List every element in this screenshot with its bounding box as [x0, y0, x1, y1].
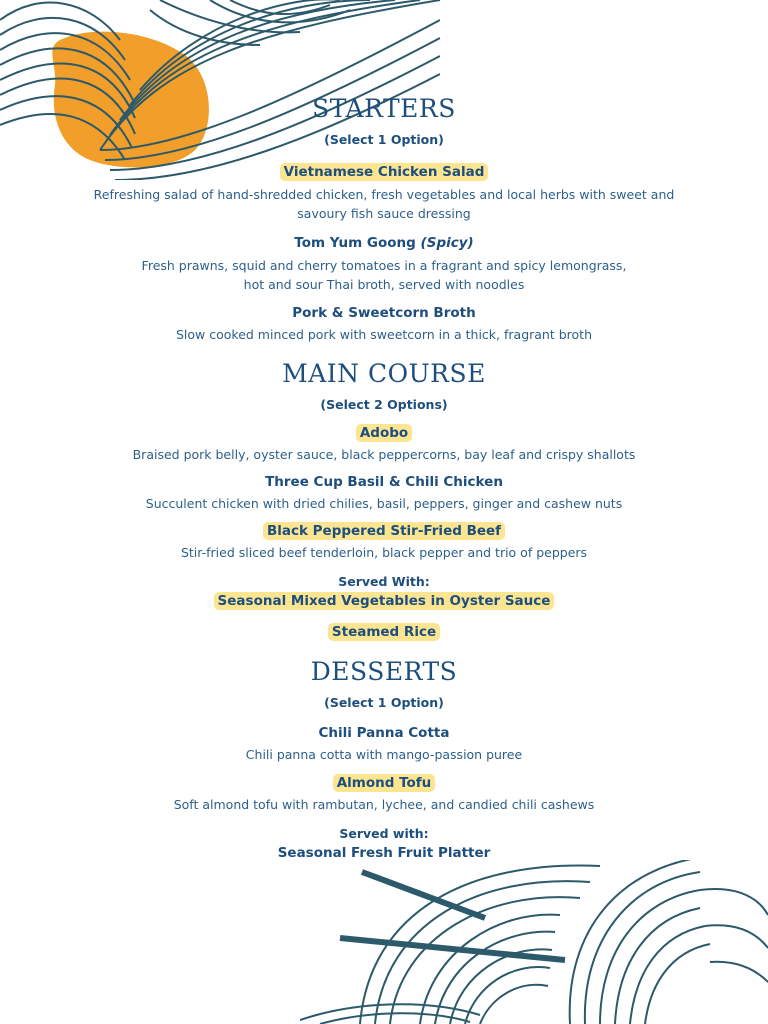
select-note-main: (Select 2 Options) — [320, 397, 448, 412]
dish-desc: Stir-fried sliced beef tenderloin, black pepper and trio of peppers — [180, 545, 588, 560]
dish-desc — [0, 185, 768, 223]
dish-name-label: Black Peppered Stir-Fried Beef — [263, 522, 505, 540]
dish-name — [0, 523, 768, 539]
dish-desc: Braised pork belly, oyster sauce, black peppercorns, bay leaf and crispy shallots — [132, 447, 636, 462]
dish-name-label: Adobo — [356, 424, 412, 442]
wave-decoration-bottom — [300, 860, 768, 1024]
side-dish-label: Seasonal Mixed Vegetables in Oyster Sauce — [214, 592, 555, 610]
side-dish-label: Steamed Rice — [328, 623, 440, 641]
dish-name-label: Pork & Sweetcorn Broth — [292, 305, 476, 321]
section-title-desserts: DESSERTS — [310, 657, 458, 686]
select-note-starters: (Select 1 Option) — [324, 132, 444, 147]
dish-desc: Succulent chicken with dried chilies, basil, peppers, ginger and cashew nuts — [145, 496, 623, 511]
select-note-desserts: (Select 1 Option) — [324, 695, 444, 710]
spicy-tag: (Spicy) — [420, 235, 474, 251]
served-with-label: Served With: — [338, 574, 430, 589]
dish-desc: Chili panna cotta with mango-passion puree — [245, 747, 523, 762]
section-title-main-course: MAIN COURSE — [282, 359, 486, 388]
dish-desc-line: Refreshing salad of hand-shredded chicken, fresh vegetables and local herbs with sweet and — [93, 187, 675, 202]
dish-name — [0, 164, 768, 180]
dish-desc: Soft almond tofu with rambutan, lychee, and candied chili cashews — [173, 797, 595, 812]
dish-name — [0, 474, 768, 490]
dish-name — [0, 305, 768, 321]
dish-name-label: Three Cup Basil & Chili Chicken — [265, 474, 503, 490]
side-dish-label: Seasonal Fresh Fruit Platter — [277, 845, 491, 861]
dish-desc-line: hot and sour Thai broth, served with noodles — [243, 277, 525, 292]
dish-desc-line: savoury fish sauce dressing — [297, 206, 471, 221]
dish-name — [0, 425, 768, 441]
dish-name-label: Vietnamese Chicken Salad — [280, 163, 489, 181]
dish-desc-line: Fresh prawns, squid and cherry tomatoes in a fragrant and spicy lemongrass, — [141, 258, 627, 273]
dish-name-label: Tom Yum Goong — [294, 235, 416, 251]
section-title-starters: STARTERS — [312, 94, 456, 123]
dish-desc: Slow cooked minced pork with sweetcorn in a thick, fragrant broth — [176, 327, 592, 342]
wave-decoration-top — [0, 0, 440, 180]
dish-name-label: Chili Panna Cotta — [318, 725, 450, 741]
side-dish — [0, 845, 768, 861]
dish-desc — [0, 256, 768, 294]
served-with-label: Served with: — [339, 826, 429, 841]
side-dish — [0, 593, 768, 609]
dish-name — [0, 235, 768, 251]
dish-name — [0, 775, 768, 791]
dish-name — [0, 725, 768, 741]
dish-name-label: Almond Tofu — [333, 774, 436, 792]
side-dish — [0, 624, 768, 640]
